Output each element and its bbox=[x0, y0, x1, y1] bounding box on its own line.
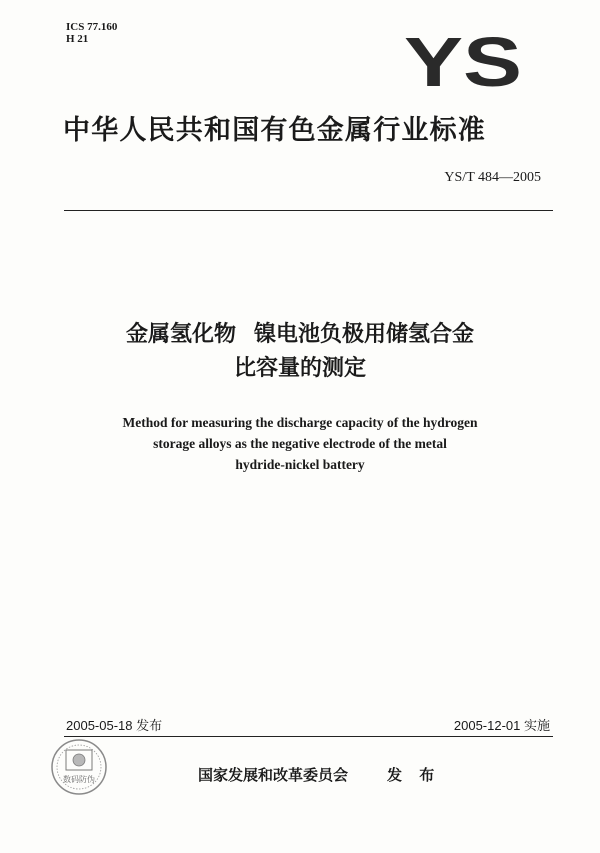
english-title bbox=[0, 412, 600, 475]
ys-logo bbox=[402, 30, 524, 90]
chinese-title-part-2: 镍电池负极用储氢合金 bbox=[254, 322, 475, 347]
issue-date: 2005-05-18 发布 bbox=[66, 718, 163, 733]
standard-category-title: 中华人民共和国有色金属行业标准 bbox=[63, 115, 486, 146]
publisher-name: 国家发展和改革委员会 bbox=[198, 766, 349, 784]
anti-counterfeit-seal bbox=[50, 738, 108, 796]
ys-logo-graphic bbox=[402, 30, 524, 90]
ys-logo-letters: YS bbox=[404, 30, 522, 90]
publish-label: 发 布 bbox=[387, 766, 441, 784]
chinese-title-part-1: 金属氢化物 bbox=[125, 322, 236, 347]
chinese-title bbox=[0, 318, 600, 386]
ccs-code: H 21 bbox=[66, 33, 89, 45]
chinese-title-line-1 bbox=[0, 318, 600, 352]
ics-code: ICS 77.160 bbox=[66, 21, 118, 33]
seal-icon bbox=[50, 738, 108, 796]
classification-codes bbox=[66, 21, 117, 45]
header-divider bbox=[64, 210, 553, 211]
footer-divider bbox=[64, 736, 553, 737]
english-title-line-1: Method for measuring the discharge capacity of the hydrogen bbox=[122, 415, 478, 430]
chinese-title-line-2: 比容量的测定 bbox=[233, 356, 366, 381]
standard-code: YS/T 484—2005 bbox=[444, 170, 541, 185]
english-title-line-2: storage alloys as the negative electrode of the metal bbox=[153, 436, 447, 451]
implementation-date: 2005-12-01 实施 bbox=[453, 718, 550, 733]
seal-text: 数码防伪 bbox=[63, 775, 95, 784]
english-title-line-3: hydride-nickel battery bbox=[235, 457, 365, 472]
